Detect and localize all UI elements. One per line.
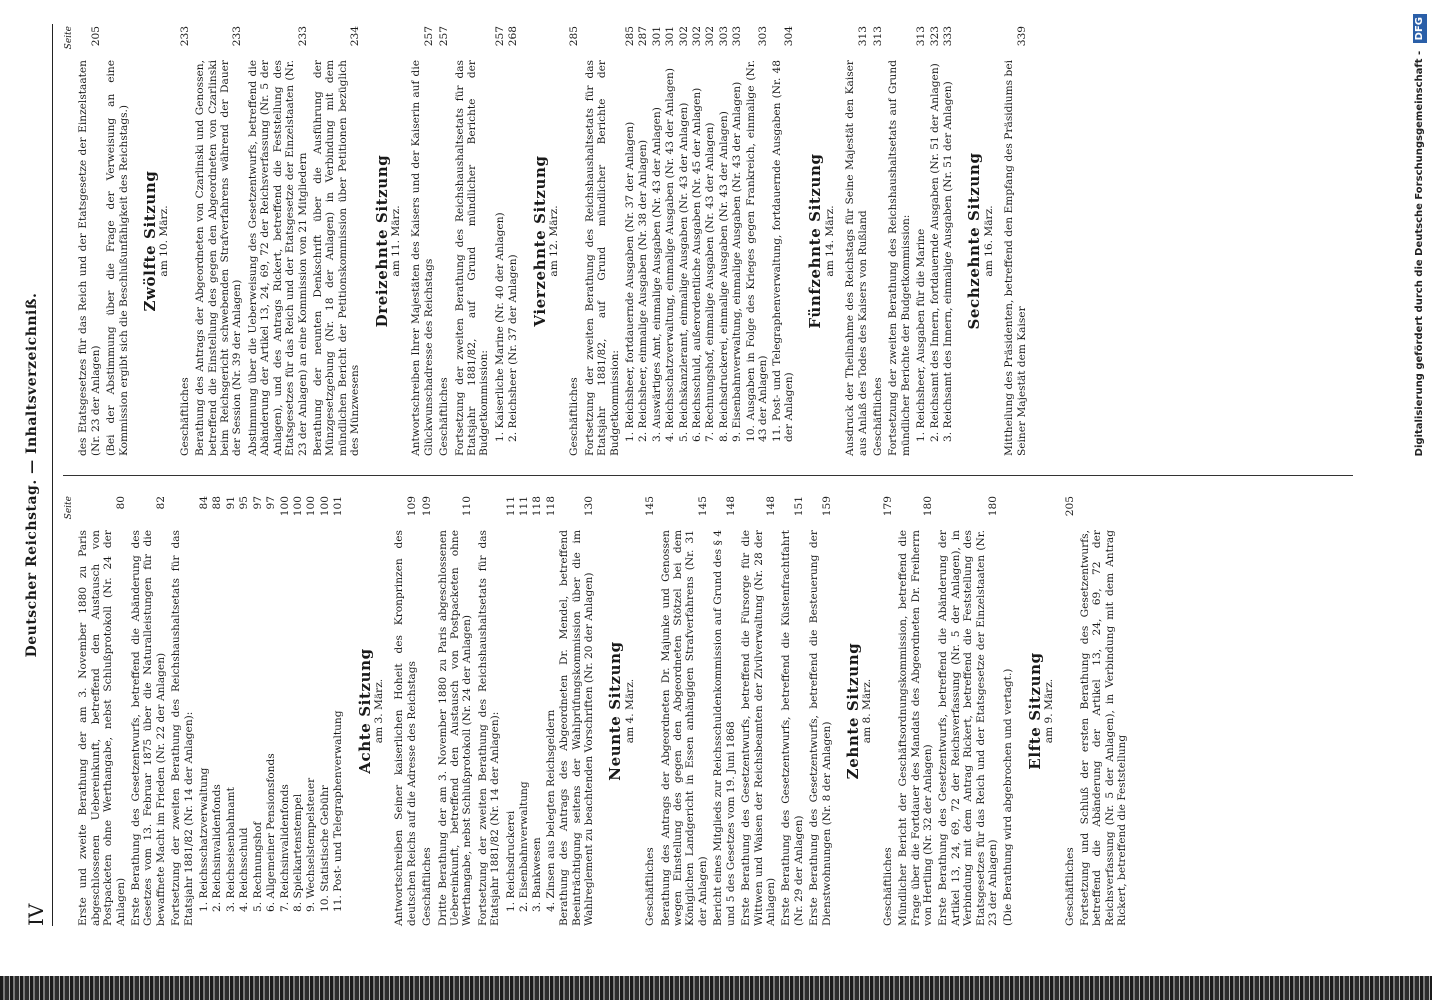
toc-entry [704, 26, 716, 456]
session-date: am 9. März. [1043, 678, 1056, 744]
entry-page-number: 257 [438, 26, 451, 47]
entry-page-number: 323 [928, 26, 941, 47]
toc-entry [882, 496, 894, 926]
entry-page-number: 257 [422, 26, 435, 47]
toc-entry [872, 26, 884, 456]
entry-text: 11. Post- und Telegraphenverwaltung, fortdauernde Ausgaben (Nr. 48 der Anlagen) [770, 60, 795, 442]
entry-page-number: 301 [650, 26, 663, 47]
entry-page-number: 82 [154, 496, 167, 510]
entry-text: 2. Reichsamt des Innern, fortdauernde Ausgaben (Nr. 51 der Anlagen) [928, 63, 941, 442]
toc-entry [568, 26, 580, 456]
entry-text: 9. Wechselstempelsteuer [305, 777, 318, 912]
entry-text: Antwortschreiben Ihrer Majestäten des Kaisers und der Kaiserin auf die Glückwunschadresse des Reichstags [410, 60, 435, 456]
entry-text: Mittheilung des Präsidenten, betreffend den Empfang des Präsidiums bei Seiner Majestät dem Kaiser [1003, 60, 1028, 456]
entry-page-number: 333 [941, 26, 954, 47]
toc-entry [718, 26, 730, 456]
toc-entry [507, 26, 519, 456]
toc-entry [745, 26, 770, 456]
running-title: Deutscher Reichstag. — Inhaltsverzeichniß. [24, 292, 40, 658]
session-title: Elfte Sitzung [1025, 652, 1044, 770]
entry-page-number: 303 [757, 26, 770, 47]
toc-entry [678, 26, 690, 456]
entry-page-number: 180 [987, 496, 999, 517]
toc-entry [421, 496, 433, 926]
session-title: Vierzehnte Sitzung [530, 155, 549, 327]
entry-page-number: 145 [644, 496, 657, 517]
toc-entry [644, 496, 656, 926]
entry-text: Erste Berathung des Gesetzentwurfs, betreffend die Besteuerung der Dienstwohnungen (Nr. 8 der Anlagen) [808, 530, 833, 926]
toc-entry [179, 26, 191, 456]
toc-entry [937, 496, 999, 926]
toc-entry [305, 496, 317, 926]
entry-text: Bericht eines Mitglieds zur Reichsschuldenkommission auf Grund des § 4 und 5 des Gesetzes vom 19. Juni 1868 [712, 530, 737, 926]
toc-entry [437, 496, 474, 926]
entry-page-number: 285 [624, 26, 637, 47]
entry-text: 1. Reichsheer, fortdauernde Ausgaben (Nr. 37 der Anlagen) [624, 121, 637, 442]
entry-page-number: 97 [265, 496, 278, 510]
entry-page-number: 285 [568, 26, 581, 47]
toc-entry [531, 496, 543, 926]
session-title: Achte Sitzung [355, 648, 374, 774]
entry-text: Geschäftliches [881, 847, 894, 926]
entry-page-number: 304 [782, 26, 795, 47]
entry-page-number: 148 [764, 496, 777, 517]
entry-page-number: 91 [224, 496, 237, 510]
entry-page-number: 100 [318, 496, 331, 517]
toc-entry [130, 496, 167, 926]
dfg-badge: DFG [1413, 14, 1427, 43]
entry-page-number: 101 [332, 496, 345, 517]
entry-page-number: 268 [507, 26, 520, 47]
session-date: am 8. März. [861, 678, 874, 744]
toc-entry [477, 496, 502, 926]
entry-text: 7. Rechnungshof, einmalige Ausgaben (Nr. 43 der Anlagen) [704, 122, 717, 442]
toc-entry [518, 496, 530, 926]
entry-text: Mündlicher Bericht der Geschäftsordnungskommission, betreffend die Frage über die Fortdauer des Mandats des Abgeordneten Dr. Freiherrn von Hertling (Nr. 32 der Anlagen) [897, 530, 934, 926]
entry-page-number: 287 [637, 26, 650, 47]
entry-page-number: 339 [1015, 26, 1028, 47]
toc-entry [712, 496, 737, 926]
entry-text: Berathung der neunten Denkschrift über die Ausführung der Münzgesetzgebung (Nr. 18 der Anlagen) in Verbindung mit dem mündlichen Bericht der Petitionskommission über Petitionen bezüglich des Münzwesens [311, 60, 362, 456]
entry-text: 5. Rechnungshof [251, 821, 264, 912]
toc-entry [660, 496, 710, 926]
toc-entry [454, 26, 491, 456]
seite-label: Seite [64, 496, 74, 520]
page-number: IV [24, 903, 48, 926]
entry-text: 2. Reichsheer (Nr. 37 der Anlagen) [507, 254, 520, 442]
toc-entry [664, 26, 676, 456]
toc-entry [1064, 496, 1076, 926]
toc-entry [211, 496, 223, 926]
entry-text: 2. Reichsheer, einmalige Ausgaben (Nr. 38 der Anlagen) [637, 139, 650, 442]
toc-entry [771, 26, 796, 456]
entry-text: 3. Bankwesen [531, 837, 544, 912]
toc-entry [265, 496, 277, 926]
entry-text: 3. Auswärtiges Amt, einmalige Ausgaben (Nr. 43 der Anlagen) [650, 107, 663, 442]
entry-page-number: 234 [349, 26, 362, 47]
entry-text: Fortsetzung der zweiten Berathung des Reichshaushaltsetats für das Etatsjahr 1881/82 (Nr. 14 der Anlagen): [476, 530, 502, 926]
session-date: am 10. März. [158, 205, 171, 277]
entry-text: 10. Ausgaben in Folge des Krieges gegen Frankreich, einmalige (Nr. 43 der Anlagen) [744, 60, 770, 442]
toc-entry [393, 496, 418, 926]
session-title: Dreizehnte Sitzung [372, 154, 391, 328]
toc-entry [494, 26, 506, 456]
toc-entry [651, 26, 663, 456]
entry-text: Fortsetzung der zweiten Berathung des Reichshaushaltsetats auf Grund mündlicher Berichte der Budgetkommission: [887, 60, 912, 456]
toc-entry [915, 26, 927, 456]
entry-text: Antwortschreiben Seiner kaiserlichen Hoheit des Kronprinzen des deutschen Reichs auf die Adresse des Reichstags [393, 530, 418, 926]
entry-text: Geschäftliches [644, 847, 657, 926]
toc-entry [844, 26, 869, 456]
toc-entry [942, 26, 954, 456]
entry-text: Berathung des Antrags der Abgeordneten Dr. Majunke und Genossen wegen Einstellung des gegen den Abgeordneten Stötzel bei dem Königlichen Landgericht in Essen anhängigen Strafverfahrens (Nr. 31 der Anlagen) [659, 530, 709, 926]
seite-label: Seite [64, 26, 74, 50]
toc-entry [247, 26, 309, 456]
entry-text: 4. Reichsschatzverwaltung, einmalige Ausgaben (Nr. 43 der Anlagen) [664, 68, 677, 442]
page-header [18, 24, 53, 926]
entry-text: Fortsetzung der zweiten Berathung des Reichshaushaltsetats für das Etatsjahr 1881/82 (Nr. 14 der Anlagen): [170, 530, 195, 926]
entry-text: Fortsetzung der zweiten Berathung des Reichshaushaltsetats für das Etatsjahr 1881/82, auf Grund mündlicher Berichte der Budgetkommission: [453, 60, 491, 456]
entry-page-number: 233 [231, 26, 244, 47]
entry-text: 3. Reichseisenbahnamt [224, 787, 237, 912]
entry-page-number: 118 [531, 496, 544, 517]
entry-text: 6. Allgemeiner Pensionsfonds [265, 753, 278, 912]
toc-entry [225, 496, 237, 926]
entry-page-number: 80 [114, 496, 127, 510]
entry-page-number: 110 [461, 496, 474, 517]
toc-entry [887, 26, 912, 456]
toc-entry [1079, 496, 1129, 926]
session-date: am 16. März. [982, 205, 995, 277]
entry-text: des Etatsgesetzes für das Reich und der Etatsgesetze der Einzelstaaten (Nr. 23 der Anlagen) [77, 60, 102, 456]
toc-entry [319, 496, 331, 926]
entry-text: 4. Zinsen aus belegten Reichsgeldern [544, 709, 557, 912]
entry-text: Erste Berathung des Gesetzentwurfs, betreffend die Fürsorge für die Wittwen und Waisen der Reichsbeamten der Zivilverwaltung (Nr. 28 der Anlagen) [740, 530, 777, 926]
entry-page-number: 97 [251, 496, 264, 510]
entry-text: 1. Kaiserliche Marine (Nr. 40 der Anlagen) [493, 212, 506, 442]
entry-text: 1. Reichsheer, Ausgaben für die Marine [915, 228, 928, 442]
digitization-text: Digitalisierung gefördert durch die Deutsche Forschungsgemeinschaft - [1414, 50, 1425, 457]
column-divider [63, 475, 1353, 476]
entry-text: Geschäftliches [1063, 847, 1076, 926]
session-date: am 11. März. [389, 205, 402, 277]
entry-page-number: 302 [691, 26, 704, 47]
toc-entry [105, 26, 130, 456]
entry-text: 8. Reichsdruckerei, einmalige Ausgaben (Nr. 43 der Anlagen) [717, 111, 730, 442]
entry-page-number: 313 [856, 26, 869, 47]
entry-page-number: 151 [792, 496, 805, 517]
entry-text: Erste und zweite Berathung der am 3. November 1880 zu Paris abgeschlossenen Uebereinkunft, betreffend den Austausch von Postpacketen ohne Werthangabe, nebst Schlußprotokoll (Nr. 24 der Anlagen) [77, 530, 127, 926]
entry-page-number: 148 [724, 496, 737, 517]
toc-entry [77, 26, 102, 456]
entry-page-number: 179 [881, 496, 894, 517]
toc-entry [292, 496, 304, 926]
entry-page-number: 313 [915, 26, 928, 47]
toc-entry [170, 496, 195, 926]
session-title: Zwölfte Sitzung [141, 170, 160, 312]
entry-text: Erste Berathung des Gesetzentwurfs, betreffend die Abänderung des Gesetzes vom 13. Februar 1875 über die Naturalleistungen für die bewaffnete Macht im Frieden (Nr. 22 der Anlagen) [130, 530, 167, 926]
entry-page-number: 180 [921, 496, 934, 517]
entry-text: Abstimmung über die Ueberweisung des Gesetzentwurfs, betreffend die Abänderung der Artikel 13, 24, 69, 72 der Reichsverfassung (Nr. 5 der Anlagen), und des Antrags Rickert, betreffend die Feststellung des Etatsgesetzes für das Reich und der Etatsgesetze der Einzelstaaten (Nr. 23 der Anlagen) an eine Kommission von 21 Mitgliedern [246, 60, 309, 456]
entry-page-number: 130 [583, 496, 596, 517]
session-title: Neunte Sitzung [606, 641, 625, 781]
entry-page-number: 95 [238, 496, 251, 510]
entry-page-number: 159 [820, 496, 833, 517]
entry-page-number: 100 [291, 496, 304, 517]
session-date: am 14. März. [823, 205, 836, 277]
entry-text: Ausdruck der Theilnahme des Reichstags für Seine Majestät den Kaiser aus Anlaß des Todes des Kaisers von Rußland [844, 60, 869, 456]
entry-text: Geschäftliches [421, 847, 434, 926]
entry-text: 7. Reichsinvalidenfonds [278, 784, 291, 912]
scan-edge [0, 976, 1432, 1000]
entry-page-number: 100 [278, 496, 291, 517]
toc-entry [897, 496, 934, 926]
entry-page-number: 257 [493, 26, 506, 47]
toc-columns [63, 24, 1363, 926]
entry-text: 1. Reichsdruckerei [504, 810, 517, 912]
entry-text: Berathung des Antrags der Abgeordneten von Czarlinski und Genossen, betreffend die Einstellung des gegen den Abgeordneten von Czarlinski beim Reichsgericht schwebenden Strafverfahrens während der Dauer der Session (Nr. 39 der Anlagen) [194, 60, 244, 456]
toc-entry [252, 496, 264, 926]
session-title: Sechzehnte Sitzung [965, 152, 984, 330]
entry-page-number: 233 [296, 26, 309, 47]
toc-entry [77, 496, 127, 926]
entry-text: Erste Berathung des Gesetzentwurfs, betreffend die Küstenfrachtfahrt (Nr. 29 der Anlagen) [780, 530, 805, 926]
toc-entry [740, 496, 777, 926]
entry-text: Geschäftliches [178, 377, 191, 456]
entry-page-number: 313 [871, 26, 884, 47]
toc-entry [198, 496, 210, 926]
toc-entry [438, 26, 450, 456]
toc-entry [731, 26, 743, 456]
toc-entry [194, 26, 244, 456]
toc-entry [929, 26, 941, 456]
toc-entry [1002, 496, 1014, 926]
entry-text: Geschäftliches [568, 377, 581, 456]
toc-entry [505, 496, 517, 926]
entry-page-number: 111 [518, 496, 530, 517]
toc-entry [410, 26, 435, 456]
entry-text: Geschäftliches [871, 377, 884, 456]
entry-page-number: 303 [731, 26, 744, 47]
toc-entry [624, 26, 636, 456]
toc-entry [558, 496, 595, 926]
entry-text: Fortsetzung und Schluß der ersten Berathung des Gesetzentwurfs, betreffend die Abänderung der Artikel 13, 24, 69, 72 der Reichsverfassung (Nr. 5 der Anlagen), in Verbindung mit dem Antrag Rickert, betreffend die Feststellung [1079, 530, 1129, 926]
toc-entry [637, 26, 649, 456]
entry-page-number: 100 [305, 496, 318, 517]
entry-text: 3. Reichsamt des Innern, einmalige Ausgaben (Nr. 51 der Anlagen) [941, 81, 954, 442]
entry-page-number: 145 [696, 496, 709, 517]
entry-text: (Die Berathung wird abgebrochen und vertagt.) [1002, 668, 1015, 926]
entry-text: Berathung des Antrags des Abgeordneten Dr. Mendel, betreffend Beeinträchtigung seitens der Wahlprüfungskommission über die im Wahlreglement zu beachtenden Vorschriften (Nr. 20 der Anlagen) [558, 530, 596, 926]
entry-text: 2. Reichsinvalidenfonds [211, 784, 224, 912]
entry-page-number: 109 [405, 496, 418, 517]
entry-page-number: 118 [544, 496, 557, 517]
entry-page-number: 301 [664, 26, 677, 47]
entry-text: 2. Eisenbahnverwaltung [518, 781, 530, 912]
entry-page-number: 302 [704, 26, 717, 47]
entry-page-number: 109 [421, 496, 434, 517]
entry-text: 1. Reichsschatzverwaltung [198, 767, 211, 912]
toc-entry [332, 496, 344, 926]
entry-text: Dritte Berathung der am 3. November 1880 zu Paris abgeschlossenen Uebereinkunft, betreffend den Austausch von Postpacketen ohne Werthangabe, nebst Schlußprotokoll (Nr. 24 der Anlagen) [436, 530, 474, 926]
session-date: am 4. März. [623, 678, 636, 744]
toc-entry [584, 26, 621, 456]
entry-page-number: 233 [178, 26, 191, 47]
toc-entry [238, 496, 250, 926]
entry-page-number: 303 [717, 26, 730, 47]
entry-text: (Bei der Abstimmung über die Frage der Verweisung an eine Kommission ergibt sich die Beschlußunfähigkeit des Reichstags.) [105, 60, 130, 456]
entry-text: 6. Reichsschuld, außerordentliche Ausgaben (Nr. 45 der Anlagen) [691, 87, 704, 442]
entry-text: Geschäftliches [438, 377, 451, 456]
session-date: am 3. März. [372, 678, 385, 744]
entry-page-number: 205 [89, 26, 102, 47]
entry-text: 5. Reichskanzleramt, einmalige Ausgaben (Nr. 43 der Anlagen) [677, 102, 690, 442]
toc-entry [312, 26, 362, 456]
entry-page-number: 88 [211, 496, 224, 510]
entry-text: 9. Eisenbahnverwaltung, einmalige Ausgaben (Nr. 43 der Anlagen) [731, 81, 744, 442]
entry-text: 8. Spielkartenstempel [291, 793, 304, 912]
toc-entry [545, 496, 557, 926]
entry-page-number: 302 [677, 26, 690, 47]
entry-page-number: 84 [198, 496, 211, 510]
entry-text: 4. Reichsschuld [238, 827, 251, 912]
session-date: am 12. März. [548, 205, 560, 277]
session-title: Fünfzehnte Sitzung [806, 153, 825, 329]
entry-page-number: 205 [1063, 496, 1076, 517]
entry-page-number: 111 [504, 496, 517, 517]
toc-entry [279, 496, 291, 926]
session-title: Zehnte Sitzung [843, 642, 862, 780]
toc-entry [808, 496, 833, 926]
toc-entry [691, 26, 703, 456]
entry-text: Erste Berathung des Gesetzentwurfs, betreffend die Abänderung der Artikel 13, 24, 69, 72 der Reichsverfassung (Nr. 5 der Anlagen), in Verbindung mit dem Antrag Rickert, betreffend die Feststellung des Etatsgesetzes für das Reich und der Etatsgesetze der Einzelstaaten (Nr. 23 der Anlagen) [937, 530, 999, 926]
entry-text: Fortsetzung der zweiten Berathung des Reichshaushaltsetats für das Etatsjahr 1881/82, auf Grund mündlicher Berichte der Budgetkommission: [583, 60, 621, 456]
entry-text: 11. Post- und Telegraphenverwaltung [332, 710, 345, 912]
entry-text: 10. Statistische Gebühr [318, 785, 331, 912]
left-column [63, 496, 1353, 926]
right-column [63, 26, 1353, 456]
toc-entry [780, 496, 805, 926]
toc-entry [1003, 26, 1028, 456]
digitization-note [1408, 0, 1432, 1000]
